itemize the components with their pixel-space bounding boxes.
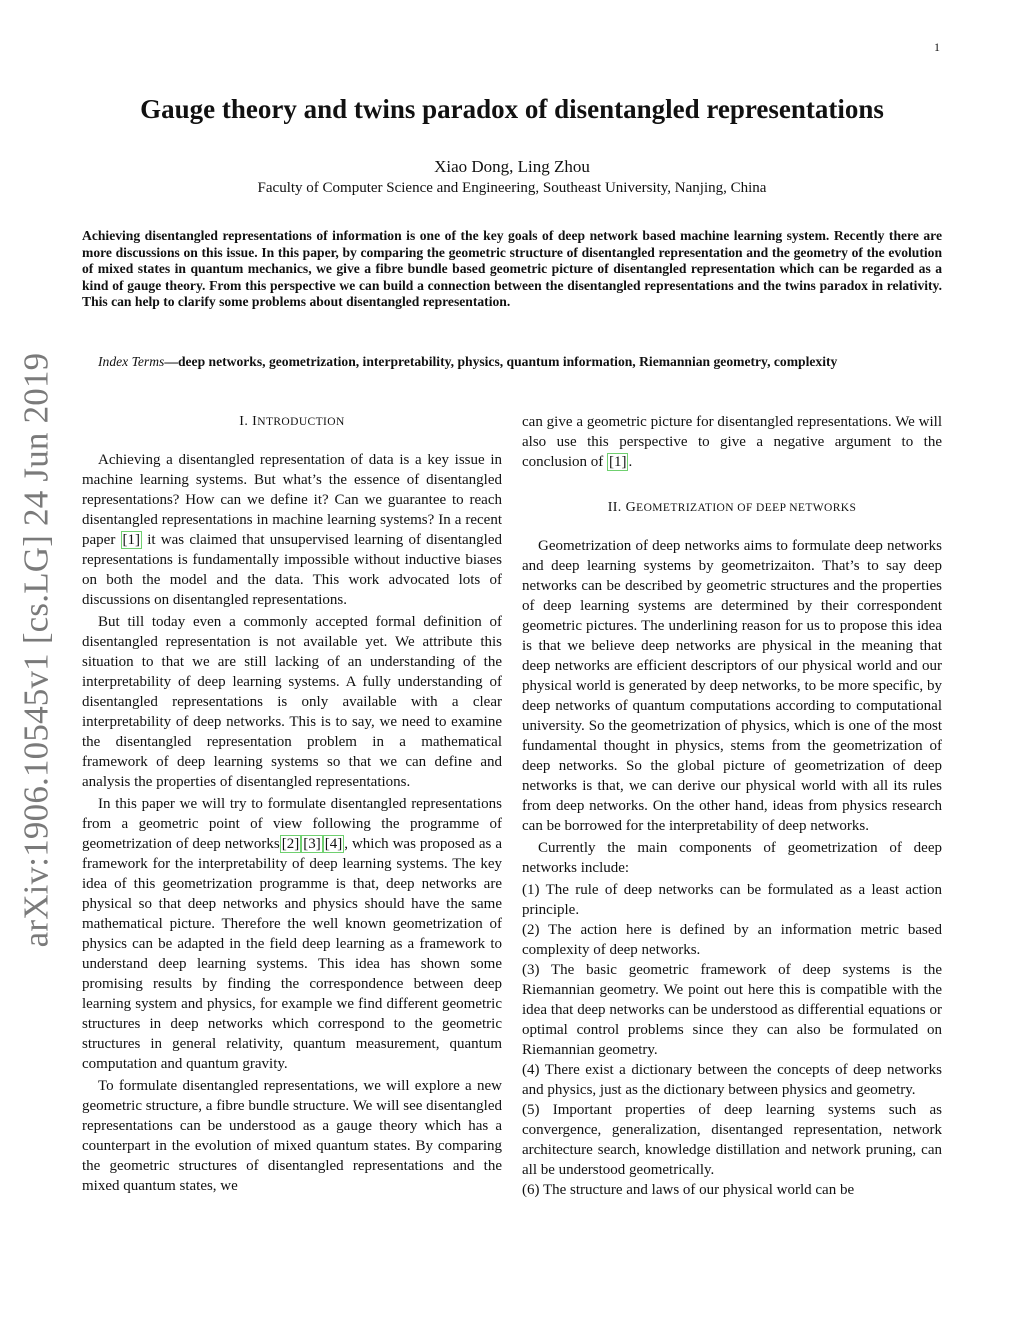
component-item-5: (5) Important properties of deep learning systems such as convergence, generalization, disentanged representation, network architecture search, knowledge distillation and network pruning, can all be understood geometrically.	[522, 1102, 942, 1178]
text-run: can give a geometric picture for disentangled representations. We will also use this perspective to give a negative argument to the conclusion of	[522, 414, 942, 470]
index-terms-label: Index Terms	[98, 354, 165, 369]
arxiv-identifier	[8, 352, 64, 948]
citation-link-3[interactable]: [3]	[303, 836, 321, 852]
text-run: In this paper we will try to formulate disentangled representations from a geometric point of view following the programme of geometrization of deep networks	[82, 796, 502, 852]
component-item-2: (2) The action here is defined by an information metric based complexity of deep networks.	[522, 922, 942, 958]
component-item-4: (4) There exist a dictionary between the concepts of deep networks and physics, just as the dictionary between physics and geometry.	[522, 1062, 942, 1098]
text-run: .	[628, 454, 633, 470]
arxiv-identifier-text: arXiv:1906.10545v1 [cs.LG] 24 Jun 2019	[16, 352, 56, 948]
intro-paragraph-1	[82, 450, 502, 610]
citation-link-4[interactable]: [4]	[324, 836, 343, 852]
section-heading-introduction	[82, 412, 502, 432]
citation-link-2[interactable]: [2]	[281, 836, 300, 852]
text-run: it was claimed that unsupervised learning of disentangled representations is fundamentally impossible without inductive biases on both the model and the data. This work advocated lots of discussions on disentangled representations.	[82, 532, 502, 608]
paper-title: Gauge theory and twins paradox of disentangled representations	[140, 94, 884, 124]
section-heading-geometrization	[522, 498, 942, 518]
section-title-initial: I	[252, 414, 258, 429]
component-item-1: (1) The rule of deep networks can be formulated as a least action principle.	[522, 882, 942, 918]
page-number: 1	[934, 40, 940, 54]
intro-paragraph-4-continued	[522, 412, 942, 472]
abstract: Achieving disentangled representations of information is one of the key goals of deep network based machine learning system. Recently there are more discussions on this issue. In this paper, by comparing the geometric structure of disentangled representation and the geometry of the evolution of mixed states in quantum mechanics, we give a fibre bundle based geometric picture of disentangled representation which can be regarded as a kind of gauge theory. From this perspective we can build a connection between the disentangled representations and the twins paradox in relativity. This can help to clarify some problems about disentangled representation.	[82, 228, 942, 309]
citation-link-1-repeat[interactable]: [1]	[608, 454, 627, 470]
author-affiliation: Faculty of Computer Science and Engineering, Southeast University, Nanjing, China	[257, 180, 767, 196]
text-run: Achieving a disentangled representation of data is a key issue in machine learning systems. But what’s the essence of disentangled representations? How can we define it? Can we guarantee to reach disentangled representations in machine learning systems? In a recent paper	[82, 452, 502, 548]
intro-paragraph-3	[82, 794, 502, 1074]
component-item-3: (3) The basic geometric framework of deep systems is the Riemannian geometry. We point out here this is compatible with the idea that deep networks can be understood as differential equations or optimal control problems since they can also be formulated on Riemannian geometry.	[522, 962, 942, 1058]
section-number: II.	[607, 500, 622, 515]
left-column	[82, 412, 502, 1198]
section-title-rest: EOMETRIZATION OF DEEP NETWORKS	[636, 502, 857, 514]
component-item-6: (6) The structure and laws of our physical world can be	[522, 1182, 855, 1198]
geometrization-paragraph-2: Currently the main components of geometrization of deep networks include:	[522, 840, 942, 876]
intro-paragraph-4: To formulate disentangled representations, we will explore a new geometric structure, a fibre bundle structure. We will see disentangled representations can be understood as a gauge theory which has a counterpart in the evolution of mixed quantum states. By comparing the geometric structures of disentangled representations and the mixed quantum states, we	[82, 1078, 502, 1194]
geometrization-paragraph-1: Geometrization of deep networks aims to formulate deep networks and deep learning systems by geometrizaiton. That’s to say deep networks can be described by geometric structures and the properties of deep learning systems are determined by their correspondent geometric pictures. The underlining reason for us to propose this idea is that we believe deep networks are physical in the meaning that deep networks are efficient descriptors of our physical world and our physical world is generated by deep networks, to be more specific, by deep networks of quantum computations according to computational university. So the geometrization of physics, which is one of the most fundamental thought in physics, stems from the geometrization of deep networks. So the global picture of geometrization of deep networks is that, we can derive our physical world with all its rules from deep networks. On the other hand, ideas from physics research can be borrowed for the interpretability of deep networks.	[522, 538, 942, 834]
index-terms-text: —deep networks, geometrization, interpretability, physics, quantum information, Riemannian geometry, complexity	[164, 354, 838, 369]
index-terms	[82, 354, 942, 371]
right-column	[522, 412, 942, 1200]
author-list: Xiao Dong, Ling Zhou	[434, 157, 590, 176]
text-run: , which was proposed as a framework for the interpretability of deep learning systems. The key idea of this geometrization programme is that, deep networks are physical so that deep networks and physics should have the same mathematical picture. Therefore the well known geometrization of physics can be adapted in the field deep learning as a framework to understand deep learning systems. This idea has shown some promising results by finding the correspondence between deep learning system and physics, for example we find different geometric structures in deep networks which correspond to the geometric structures in general relativity, quantum measurement, quantum computation and quantum gravity.	[82, 836, 502, 1072]
section-title-initial: G	[625, 500, 637, 515]
section-number: I.	[239, 414, 249, 429]
section-title-rest: NTRODUCTION	[257, 416, 345, 428]
citation-link-1[interactable]: [1]	[122, 532, 141, 548]
intro-paragraph-2: But till today even a commonly accepted formal definition of disentangled representation is not available yet. We attribute this situation to that we are still lacking of an understanding of the interpretability of deep learning systems. A fully understanding of disentangled representations is only available with a clear interpretability of deep networks. This is to say, we need to examine the disentangled representation problem in a mathematical framework of deep learning systems so that we can define and analysis the properties of disentangled representations.	[82, 614, 502, 790]
